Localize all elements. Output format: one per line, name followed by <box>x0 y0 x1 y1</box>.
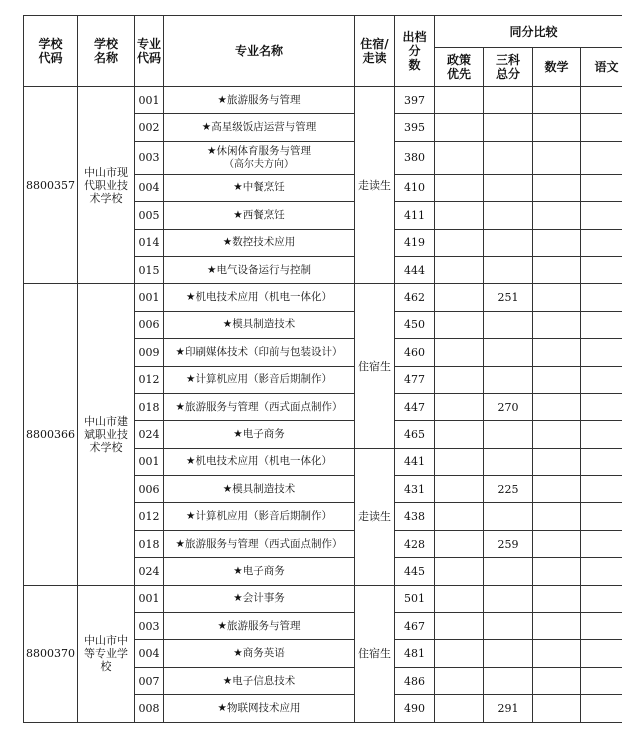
three-subject-total-cell <box>484 366 533 393</box>
policy-priority-cell <box>435 284 484 311</box>
cutoff-score-cell: 462 <box>395 284 435 311</box>
header-row-1 <box>24 16 622 48</box>
school-name-cell: 中山市建斌职业技术学校 <box>78 284 135 585</box>
major-name-cell <box>164 366 355 393</box>
policy-priority-cell <box>435 229 484 256</box>
policy-priority-cell <box>435 585 484 612</box>
cutoff-score-cell: 441 <box>395 448 435 475</box>
major-name-text: 电气设备运行与控制 <box>216 263 311 276</box>
major-name-text: 模具制造技术 <box>232 318 296 331</box>
three-subject-total-cell <box>484 613 533 640</box>
star-icon: ★ <box>222 236 233 249</box>
math-score-cell <box>533 667 581 694</box>
major-name-cell <box>164 174 355 201</box>
star-icon: ★ <box>201 121 212 134</box>
major-code-cell: 006 <box>135 311 164 338</box>
cutoff-score-cell: 397 <box>395 87 435 114</box>
header-three-subject-total: 三科 总分 <box>484 48 533 87</box>
major-code-cell: 002 <box>135 114 164 141</box>
major-code-cell: 004 <box>135 174 164 201</box>
three-subject-total-cell <box>484 421 533 448</box>
major-name-cell <box>164 393 355 420</box>
table-body <box>24 87 622 723</box>
star-icon: ★ <box>233 592 243 605</box>
policy-priority-cell <box>435 421 484 448</box>
major-name-cell <box>164 311 355 338</box>
chinese-score-cell <box>581 284 622 311</box>
three-subject-total-cell: 259 <box>484 530 533 557</box>
major-name-text: 旅游服务与管理（西式面点制作） <box>184 400 343 413</box>
cutoff-score-cell: 477 <box>395 366 435 393</box>
major-code-cell: 007 <box>135 667 164 694</box>
cutoff-score-cell: 444 <box>395 256 435 283</box>
policy-priority-cell <box>435 613 484 640</box>
major-code-cell: 012 <box>135 366 164 393</box>
major-code-cell: 008 <box>135 695 164 722</box>
star-icon: ★ <box>175 537 185 550</box>
lodging-mode-cell: 住宿生 <box>355 284 395 448</box>
major-name-cell <box>164 256 355 283</box>
major-code-cell: 003 <box>135 141 164 174</box>
star-icon: ★ <box>175 400 185 413</box>
table-row <box>24 585 622 612</box>
chinese-score-cell <box>581 640 622 667</box>
chinese-score-cell <box>581 311 622 338</box>
three-subject-total-cell <box>484 503 533 530</box>
header-lodging: 住宿/ 走读 <box>355 16 395 87</box>
star-icon: ★ <box>233 564 243 577</box>
star-icon: ★ <box>207 144 217 157</box>
major-name-cell <box>164 667 355 694</box>
major-name-cell <box>164 448 355 475</box>
cutoff-score-cell: 419 <box>395 229 435 256</box>
three-subject-total-cell <box>484 87 533 114</box>
math-score-cell <box>533 393 581 420</box>
major-code-cell: 001 <box>135 284 164 311</box>
star-icon: ★ <box>217 619 227 632</box>
header-school-code: 学校 代码 <box>24 16 78 87</box>
major-name-text: 旅游服务与管理（西式面点制作） <box>184 537 343 550</box>
header-math: 数学 <box>533 48 581 87</box>
major-code-cell: 005 <box>135 202 164 229</box>
cutoff-score-cell: 486 <box>395 667 435 694</box>
chinese-score-cell <box>581 114 622 141</box>
three-subject-total-cell: 251 <box>484 284 533 311</box>
star-icon: ★ <box>233 208 243 221</box>
policy-priority-cell <box>435 141 484 174</box>
policy-priority-cell <box>435 393 484 420</box>
school-code-cell: 8800370 <box>24 585 78 722</box>
three-subject-total-cell <box>484 256 533 283</box>
policy-priority-cell <box>435 695 484 722</box>
major-name-cell <box>164 421 355 448</box>
major-name-cell <box>164 114 355 141</box>
school-name-cell: 中山市中等专业学校 <box>78 585 135 722</box>
major-name-text: 机电技术应用（机电一体化） <box>195 455 332 468</box>
table-row <box>24 284 622 311</box>
chinese-score-cell <box>581 256 622 283</box>
chinese-score-cell <box>581 202 622 229</box>
major-name-text: 物联网技术应用 <box>226 701 301 714</box>
math-score-cell <box>533 366 581 393</box>
major-code-cell: 018 <box>135 530 164 557</box>
chinese-score-cell <box>581 530 622 557</box>
star-icon: ★ <box>233 427 243 440</box>
header-major-name: 专业名称 <box>164 16 355 87</box>
major-name-text: 机电技术应用（机电一体化） <box>195 291 332 304</box>
chinese-score-cell <box>581 366 622 393</box>
policy-priority-cell <box>435 256 484 283</box>
three-subject-total-cell <box>484 448 533 475</box>
chinese-score-cell <box>581 613 622 640</box>
policy-priority-cell <box>435 174 484 201</box>
major-name-text: 中餐烹饪 <box>242 181 285 194</box>
table-row <box>24 87 622 114</box>
three-subject-total-cell <box>484 202 533 229</box>
math-score-cell <box>533 476 581 503</box>
star-icon: ★ <box>222 482 233 495</box>
major-name-text: 电子信息技术 <box>232 674 296 687</box>
math-score-cell <box>533 174 581 201</box>
cutoff-score-cell: 380 <box>395 141 435 174</box>
major-name-cell <box>164 558 355 585</box>
admission-table-container <box>23 15 622 723</box>
cutoff-score-cell: 428 <box>395 530 435 557</box>
header-major-code: 专业 代码 <box>135 16 164 87</box>
cutoff-score-cell: 410 <box>395 174 435 201</box>
header-same-score-compare: 同分比较 <box>435 16 622 48</box>
star-icon: ★ <box>233 181 243 194</box>
math-score-cell <box>533 229 581 256</box>
major-name-text: 西餐烹饪 <box>242 208 285 221</box>
chinese-score-cell <box>581 393 622 420</box>
three-subject-total-cell <box>484 339 533 366</box>
admission-score-table <box>23 15 622 723</box>
three-subject-total-cell: 225 <box>484 476 533 503</box>
star-icon: ★ <box>207 263 217 276</box>
major-name-cell <box>164 585 355 612</box>
three-subject-total-cell: 270 <box>484 393 533 420</box>
major-code-cell: 001 <box>135 87 164 114</box>
chinese-score-cell <box>581 174 622 201</box>
policy-priority-cell <box>435 640 484 667</box>
math-score-cell <box>533 114 581 141</box>
major-name-text: 电子商务 <box>242 427 285 440</box>
major-name-subtext: （高尔夫方向） <box>224 158 294 170</box>
lodging-mode-cell: 走读生 <box>355 87 395 284</box>
cutoff-score-cell: 481 <box>395 640 435 667</box>
major-code-cell: 001 <box>135 585 164 612</box>
star-icon: ★ <box>233 647 243 660</box>
chinese-score-cell <box>581 448 622 475</box>
lodging-mode-cell: 走读生 <box>355 448 395 585</box>
school-name-cell: 中山市现代职业技术学校 <box>78 87 135 284</box>
three-subject-total-cell <box>484 667 533 694</box>
policy-priority-cell <box>435 667 484 694</box>
major-code-cell: 012 <box>135 503 164 530</box>
major-name-text: 旅游服务与管理 <box>226 93 301 106</box>
cutoff-score-cell: 465 <box>395 421 435 448</box>
math-score-cell <box>533 141 581 174</box>
star-icon: ★ <box>222 674 233 687</box>
major-name-cell <box>164 284 355 311</box>
major-code-cell: 004 <box>135 640 164 667</box>
major-code-cell: 024 <box>135 421 164 448</box>
cutoff-score-cell: 460 <box>395 339 435 366</box>
major-name-cell <box>164 202 355 229</box>
school-code-cell: 8800366 <box>24 284 78 585</box>
three-subject-total-cell <box>484 585 533 612</box>
cutoff-score-cell: 490 <box>395 695 435 722</box>
major-name-cell <box>164 476 355 503</box>
star-icon: ★ <box>217 701 227 714</box>
header-policy-priority: 政策 优先 <box>435 48 484 87</box>
cutoff-score-cell: 438 <box>395 503 435 530</box>
policy-priority-cell <box>435 558 484 585</box>
major-name-text: 旅游服务与管理 <box>226 619 301 632</box>
major-name-cell <box>164 503 355 530</box>
major-name-text: 休闲体育服务与管理 <box>216 144 311 157</box>
policy-priority-cell <box>435 311 484 338</box>
star-icon: ★ <box>186 510 196 523</box>
star-icon: ★ <box>222 318 233 331</box>
school-code-cell: 8800357 <box>24 87 78 284</box>
policy-priority-cell <box>435 202 484 229</box>
cutoff-score-cell: 431 <box>395 476 435 503</box>
star-icon: ★ <box>186 373 196 386</box>
math-score-cell <box>533 256 581 283</box>
policy-priority-cell <box>435 114 484 141</box>
chinese-score-cell <box>581 229 622 256</box>
math-score-cell <box>533 640 581 667</box>
cutoff-score-cell: 450 <box>395 311 435 338</box>
major-name-text: 电子商务 <box>242 564 285 577</box>
major-name-text: 模具制造技术 <box>232 482 296 495</box>
major-code-cell: 006 <box>135 476 164 503</box>
chinese-score-cell <box>581 695 622 722</box>
math-score-cell <box>533 558 581 585</box>
math-score-cell <box>533 503 581 530</box>
math-score-cell <box>533 421 581 448</box>
major-name-text: 高星级饭店运营与管理 <box>211 121 317 134</box>
star-icon: ★ <box>217 93 227 106</box>
header-cutoff-score: 出档分 数 <box>395 16 435 87</box>
math-score-cell <box>533 311 581 338</box>
major-code-cell: 003 <box>135 613 164 640</box>
policy-priority-cell <box>435 503 484 530</box>
cutoff-score-cell: 395 <box>395 114 435 141</box>
major-name-cell <box>164 640 355 667</box>
math-score-cell <box>533 530 581 557</box>
star-icon: ★ <box>186 291 196 304</box>
star-icon: ★ <box>186 455 196 468</box>
chinese-score-cell <box>581 585 622 612</box>
math-score-cell <box>533 87 581 114</box>
chinese-score-cell <box>581 87 622 114</box>
three-subject-total-cell <box>484 640 533 667</box>
chinese-score-cell <box>581 339 622 366</box>
header-chinese: 语文 <box>581 48 622 87</box>
policy-priority-cell <box>435 87 484 114</box>
math-score-cell <box>533 284 581 311</box>
major-name-cell <box>164 530 355 557</box>
cutoff-score-cell: 467 <box>395 613 435 640</box>
cutoff-score-cell: 445 <box>395 558 435 585</box>
major-name-cell <box>164 141 355 174</box>
chinese-score-cell <box>581 421 622 448</box>
math-score-cell <box>533 695 581 722</box>
chinese-score-cell <box>581 476 622 503</box>
math-score-cell <box>533 613 581 640</box>
chinese-score-cell <box>581 667 622 694</box>
three-subject-total-cell <box>484 229 533 256</box>
chinese-score-cell <box>581 141 622 174</box>
major-name-cell <box>164 613 355 640</box>
three-subject-total-cell <box>484 114 533 141</box>
math-score-cell <box>533 202 581 229</box>
math-score-cell <box>533 585 581 612</box>
cutoff-score-cell: 501 <box>395 585 435 612</box>
lodging-mode-cell: 住宿生 <box>355 585 395 722</box>
chinese-score-cell <box>581 558 622 585</box>
major-code-cell: 014 <box>135 229 164 256</box>
policy-priority-cell <box>435 366 484 393</box>
policy-priority-cell <box>435 476 484 503</box>
major-code-cell: 001 <box>135 448 164 475</box>
star-icon: ★ <box>175 345 185 358</box>
major-name-text: 会计事务 <box>242 592 285 605</box>
cutoff-score-cell: 411 <box>395 202 435 229</box>
major-name-text: 商务英语 <box>242 647 285 660</box>
major-name-cell <box>164 695 355 722</box>
policy-priority-cell <box>435 530 484 557</box>
major-code-cell: 015 <box>135 256 164 283</box>
policy-priority-cell <box>435 448 484 475</box>
major-name-text: 印刷媒体技术（印前与包装设计） <box>184 345 343 358</box>
major-name-text: 计算机应用（影音后期制作） <box>195 510 332 523</box>
three-subject-total-cell <box>484 174 533 201</box>
three-subject-total-cell <box>484 311 533 338</box>
three-subject-total-cell: 291 <box>484 695 533 722</box>
header-school-name: 学校 名称 <box>78 16 135 87</box>
major-name-cell <box>164 339 355 366</box>
chinese-score-cell <box>581 503 622 530</box>
three-subject-total-cell <box>484 558 533 585</box>
math-score-cell <box>533 339 581 366</box>
major-code-cell: 018 <box>135 393 164 420</box>
major-name-text: 数控技术应用 <box>232 236 296 249</box>
major-name-cell <box>164 87 355 114</box>
major-code-cell: 009 <box>135 339 164 366</box>
major-name-cell <box>164 229 355 256</box>
policy-priority-cell <box>435 339 484 366</box>
major-name-text: 计算机应用（影音后期制作） <box>195 373 332 386</box>
cutoff-score-cell: 447 <box>395 393 435 420</box>
math-score-cell <box>533 448 581 475</box>
major-code-cell: 024 <box>135 558 164 585</box>
three-subject-total-cell <box>484 141 533 174</box>
